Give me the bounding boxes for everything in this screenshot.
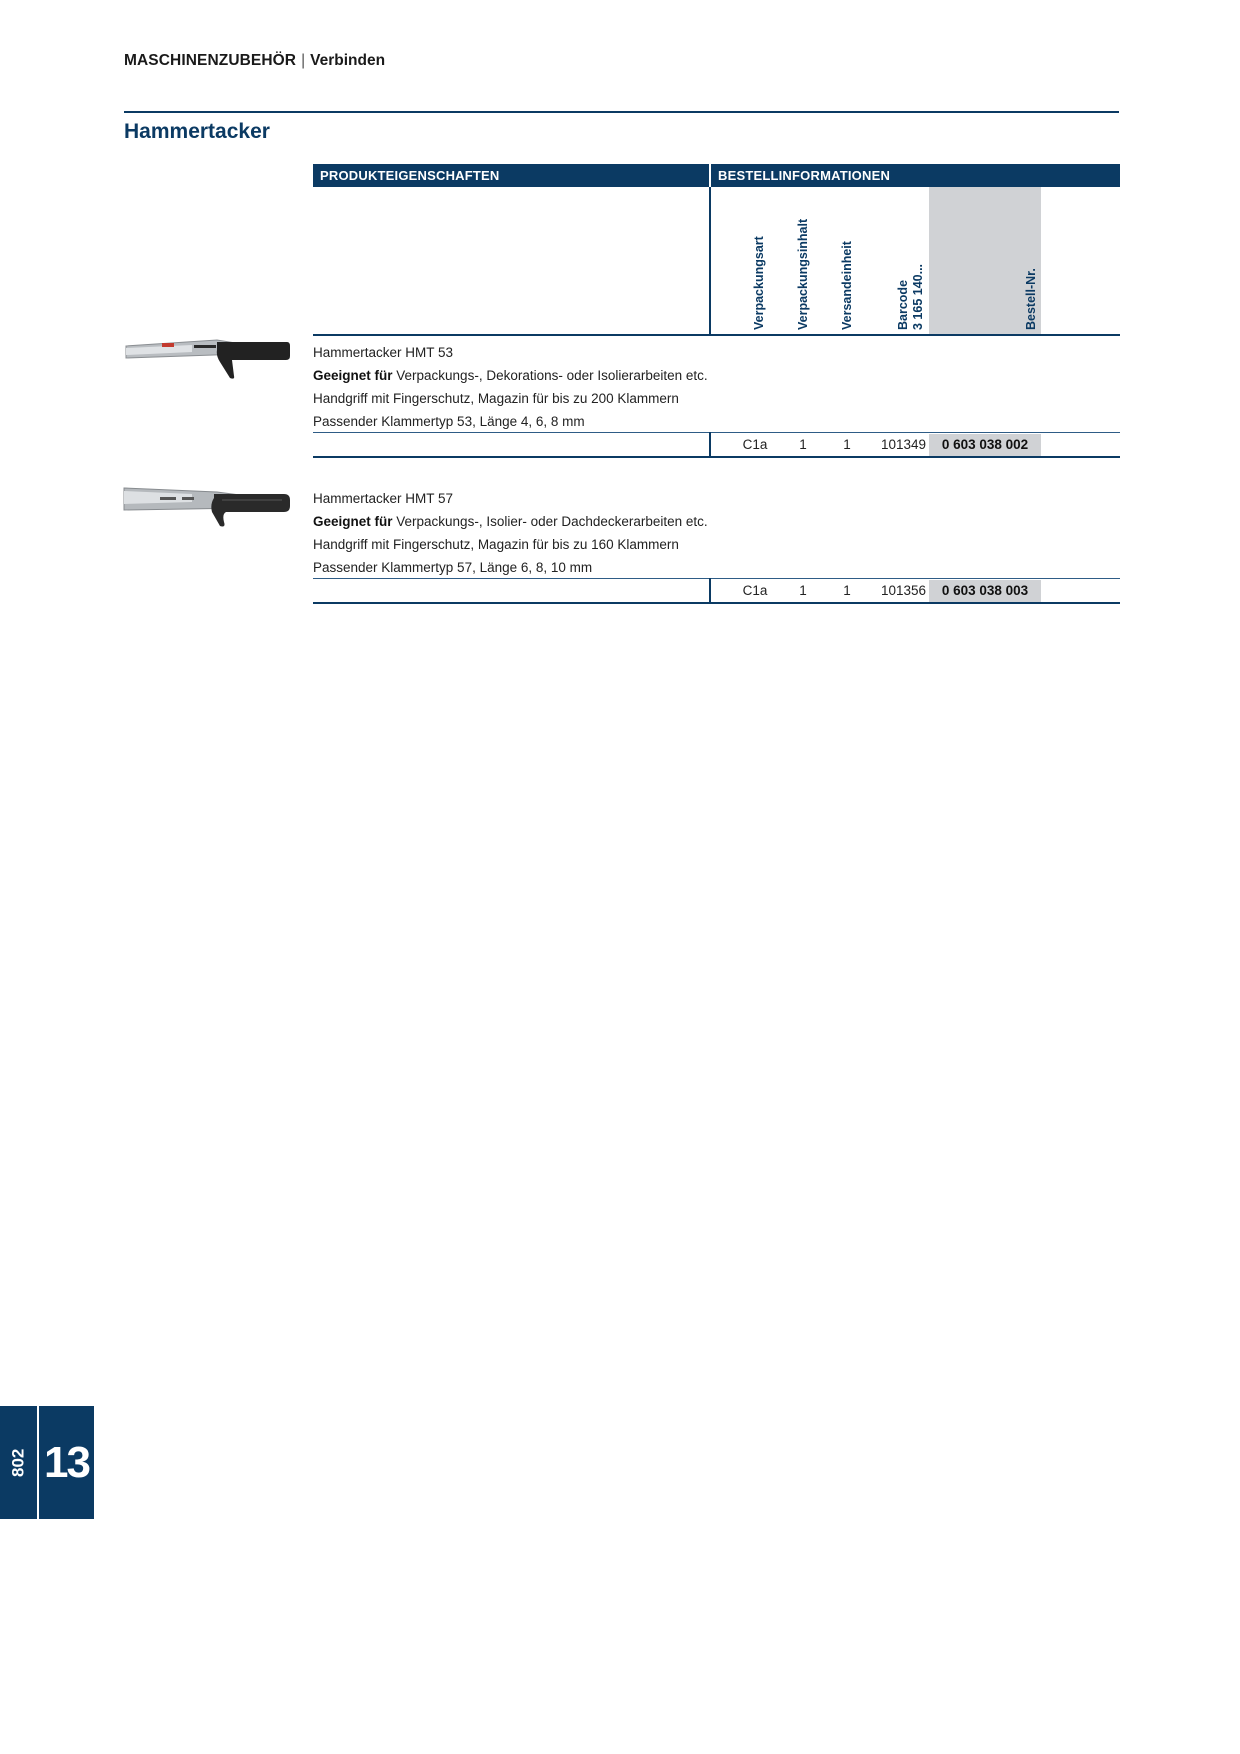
section-header-order: BESTELLINFORMATIONEN [711, 164, 1120, 187]
column-header-bestell-nr: Bestell-Nr. [1024, 268, 1038, 330]
header-bottom-rule [313, 334, 1120, 336]
header-rule [124, 111, 1119, 113]
chapter-number: 13 [44, 1437, 89, 1487]
product-name: Hammertacker HMT 53 [313, 345, 454, 360]
product-feature: Handgriff mit Fingerschutz, Magazin für bis zu 200 Klammern [313, 391, 679, 406]
suitable-label: Geeignet für [313, 514, 393, 529]
column-header-verpackungsinhalt: Verpackungsinhalt [796, 218, 810, 330]
breadcrumb-category: MASCHINENZUBEHÖR [124, 52, 297, 69]
product-suitable [313, 364, 708, 387]
product-image-hmt57 [122, 484, 290, 534]
page-title: Hammertacker [124, 120, 270, 143]
barcode-prefix: 3 165 140... [911, 263, 925, 330]
product-staples: Passender Klammertyp 57, Länge 6, 8, 10 mm [313, 560, 593, 575]
cell-barcode: 101349 [880, 437, 926, 452]
product-image-hmt53 [122, 336, 290, 386]
product-name: Hammertacker HMT 57 [313, 491, 454, 506]
suitable-text: Verpackungs-, Isolier- oder Dachdeckerarbeiten etc. [392, 514, 708, 529]
product-suitable [313, 510, 708, 533]
section-header-properties: PRODUKTEIGENSCHAFTEN [313, 164, 709, 187]
cell-bestell-nr: 0 603 038 002 [929, 434, 1041, 456]
suitable-label: Geeignet für [313, 368, 393, 383]
row-top-rule [313, 578, 1120, 579]
breadcrumb-subcategory: Verbinden [310, 52, 386, 69]
cell-versandeinheit: 1 [843, 583, 851, 598]
cell-verpackungsart: C1a [742, 437, 768, 452]
column-header-versandeinheit: Versandeinheit [840, 241, 854, 330]
breadcrumb [124, 52, 385, 70]
page-number: 802 [8, 1448, 28, 1477]
product-feature: Handgriff mit Fingerschutz, Magazin für bis zu 160 Klammern [313, 537, 679, 552]
row-top-rule [313, 432, 1120, 433]
cell-verpackungsart: C1a [742, 583, 768, 598]
row-divider [709, 578, 711, 602]
row-bottom-rule [313, 456, 1120, 458]
cell-bestell-nr: 0 603 038 003 [929, 580, 1041, 602]
column-divider [709, 187, 711, 335]
barcode-label: Barcode [896, 279, 910, 330]
breadcrumb-separator: | [301, 52, 306, 69]
cell-verpackungsinhalt: 1 [799, 437, 807, 452]
cell-versandeinheit: 1 [843, 437, 851, 452]
column-header-verpackungsart: Verpackungsart [752, 236, 766, 330]
row-bottom-rule [313, 602, 1120, 604]
column-header-barcode [896, 200, 926, 330]
cell-verpackungsinhalt: 1 [799, 583, 807, 598]
cell-barcode: 101356 [880, 583, 926, 598]
suitable-text: Verpackungs-, Dekorations- oder Isolierarbeiten etc. [392, 368, 708, 383]
product-staples: Passender Klammertyp 53, Länge 4, 6, 8 mm [313, 414, 585, 429]
row-divider [709, 432, 711, 456]
